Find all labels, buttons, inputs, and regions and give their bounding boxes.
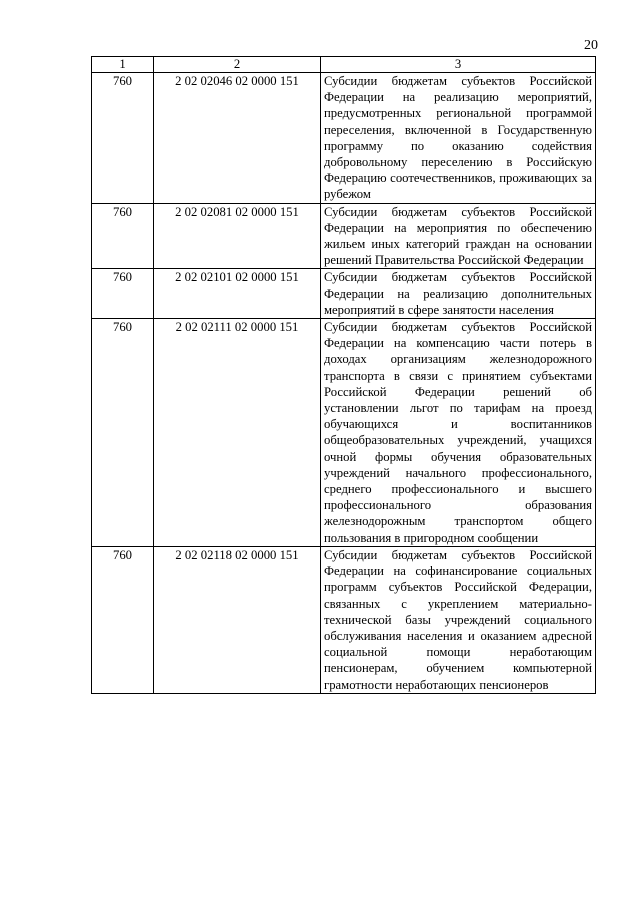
budget-income-table [91,56,596,694]
column-header-2: 2 [154,57,321,73]
column-header-3: 3 [321,57,596,73]
table-row [92,203,596,269]
budget-code-cell: 2 02 02101 02 0000 151 [154,269,321,319]
description-cell: Субсидии бюджетам субъектов Российской Федерации на реализацию дополнительных мероприятий в сфере занятости населения [321,269,596,319]
description-cell: Субсидии бюджетам субъектов Российской Федерации на реализацию мероприятий, предусмотренных региональной программой переселения, включенной в Государственную программу по оказанию содействия добровольному переселению в Российскую Федерацию соотечественников, проживающих за рубежом [321,73,596,204]
description-cell: Субсидии бюджетам субъектов Российской Федерации на мероприятия по обеспечению жильем иных категорий граждан на основании решений Правительства Российской Федерации [321,203,596,269]
table-row [92,319,596,547]
admin-code-cell: 760 [92,203,154,269]
table-row [92,269,596,319]
column-header-1: 1 [92,57,154,73]
description-cell: Субсидии бюджетам субъектов Российской Федерации на компенсацию части потерь в доходах организациям железнодорожного транспорта в связи с принятием субъектами Российской Федерации решений об установлении льгот по тарифам на проезд обучающихся и воспитанников общеобразовательных учреждений, учащихся очной формы обучения образовательных учреждений начального профессионального, среднего профессионального и высшего профессионального образования железнодорожным транспортом общего пользования в пригородном сообщении [321,319,596,547]
budget-code-cell: 2 02 02118 02 0000 151 [154,546,321,693]
table-header-row [92,57,596,73]
admin-code-cell: 760 [92,546,154,693]
description-cell: Субсидии бюджетам субъектов Российской Федерации на софинансирование социальных программ субъектов Российской Федерации, связанных с укреплением материально-технической базы учреждений социального обслуживания населения и оказанием адресной социальной помощи неработающим пенсионерам, обучением компьютерной грамотности неработающих пенсионеров [321,546,596,693]
page-number: 20 [584,38,598,53]
admin-code-cell: 760 [92,269,154,319]
budget-code-cell: 2 02 02111 02 0000 151 [154,319,321,547]
table-row [92,546,596,693]
table-row [92,73,596,204]
admin-code-cell: 760 [92,319,154,547]
admin-code-cell: 760 [92,73,154,204]
budget-code-cell: 2 02 02081 02 0000 151 [154,203,321,269]
budget-code-cell: 2 02 02046 02 0000 151 [154,73,321,204]
